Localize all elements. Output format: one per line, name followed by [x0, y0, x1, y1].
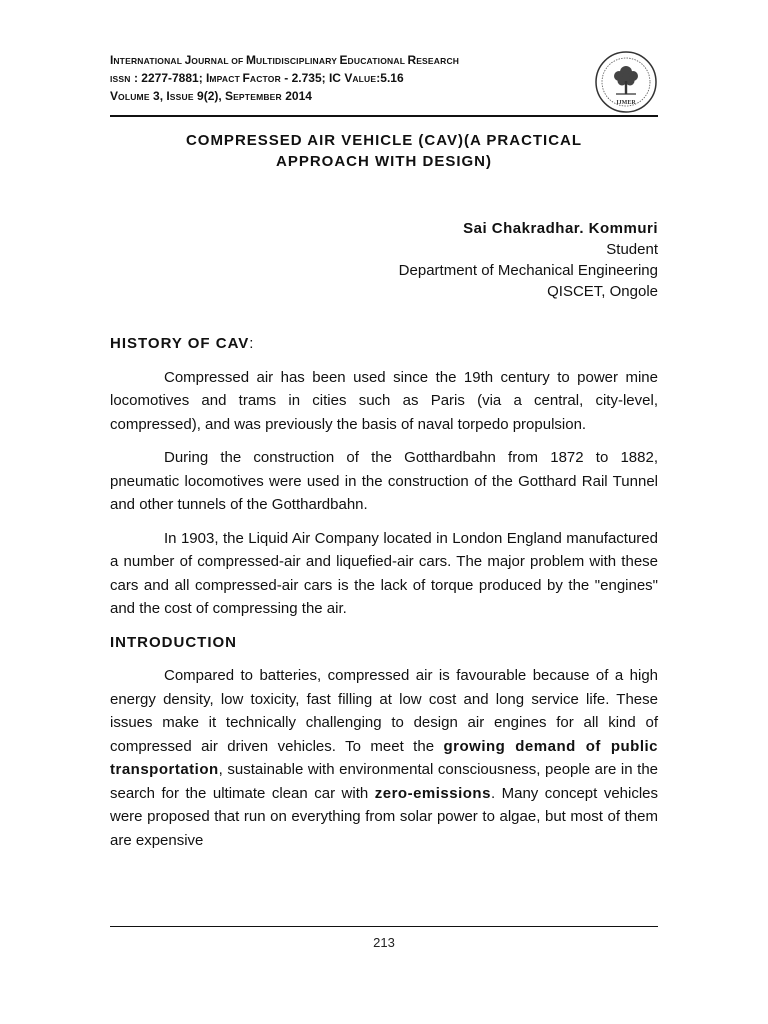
author-institution: QISCET, Ongole: [547, 283, 658, 300]
history-paragraph-2: During the construction of the Gotthardbahn from 1872 to 1882, pneumatic locomotives were used in the construction of the Gotthard Rail Tunnel and other tunnels of the Gotthardbahn.: [110, 449, 658, 513]
history-heading: HISTORY OF CAV:: [110, 335, 255, 352]
journal-header: [110, 52, 580, 106]
paper-title: [110, 130, 658, 172]
journal-title-line: INTERNATIONAL JOURNAL OF MULTIDISCIPLINARY EDUCATIONAL RESEARCH: [110, 53, 460, 67]
journal-issn-line: ISSN : 2277-7881; IMPACT FACTOR - 2.735; IC VALUE:5.16: [110, 71, 404, 85]
history-paragraph-1: Compressed air has been used since the 19th century to power mine locomotives and trams in cities such as Paris (via a central, city-level, compressed), and was previously the basis of naval torpedo propulsion.: [110, 368, 658, 433]
journal-logo-icon: [594, 50, 658, 114]
history-paragraph-3: In 1903, the Liquid Air Company located in London England manufactured a number of compressed-air and liquefied-air cars. The major problem with these cars and all compressed-air cars is the lack of torque produced by the "engines" and the cost of compressing the air.: [110, 529, 658, 617]
footer-divider: [110, 926, 658, 927]
introduction-heading: INTRODUCTION: [110, 633, 237, 651]
journal-volume-line: VOLUME 3, ISSUE 9(2), SEPTEMBER 2014: [110, 89, 312, 103]
page-number: 213: [373, 935, 395, 950]
paper-body: [110, 332, 658, 862]
svg-text:IJMER: IJMER: [616, 100, 636, 106]
introduction-paragraph-1: Compared to batteries, compressed air is favourable because of a high energy density, low toxicity, fast filling at low cost and long service life. These issues make it technically challenging to design air engines for all kind of compressed air driven vehicles. To meet the growing demand of public transportation, sustainable with environmental consciousness, people are in the search for the ultimate clean car with zero-emissions. Many concept vehicles were proposed that run on everything from solar power to algae, but most of them are expensive: [110, 667, 659, 849]
paper-title-line-1: COMPRESSED AIR VEHICLE (CAV)(A PRACTICAL: [185, 132, 583, 149]
header-divider: [110, 115, 658, 117]
author-department: Department of Mechanical Engineering: [398, 262, 658, 279]
author-name: Sai Chakradhar. Kommuri: [463, 220, 658, 237]
paper-title-line-2: APPROACH WITH DESIGN): [276, 153, 492, 170]
author-role: Student: [606, 241, 658, 258]
author-block: [399, 218, 658, 302]
